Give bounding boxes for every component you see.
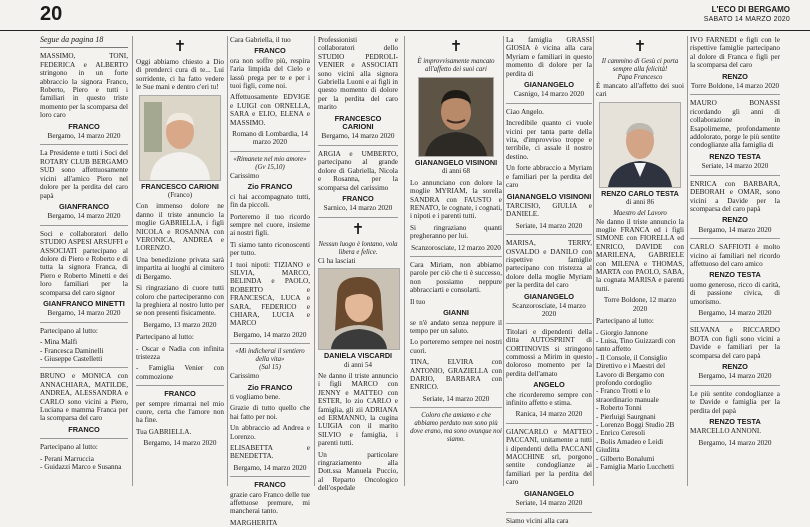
notice-separator (318, 217, 398, 218)
notice-text: MASSIMO, TONI, FEDERICA e ALBERTO stringono in un forte abbraccio la signora Franco, Roberto, Piero e tutti i familiari in questo triste momento per la scomparsa del loro caro (40, 52, 128, 120)
notice-text: Siamo vicini alla cara (506, 516, 569, 525)
list-item: - Giorgio Jannone (596, 328, 648, 337)
deceased-name: RENZO (722, 215, 748, 225)
deceased-name: FRANCO (254, 46, 286, 56)
deceased-name: RENZO TESTA (709, 270, 761, 280)
notice-date: Bergamo, 14 marzo 2020 (47, 309, 121, 318)
quote-text: Il cammino di Gesù ci porta sempre alla felicità! (601, 58, 679, 73)
photo-caption-name: GIANANGELO VISINONI (414, 158, 498, 167)
notice-text: che ricorderemo sempre con infinito affetto e stima. (506, 390, 592, 408)
notice-text: Carissimo (230, 171, 260, 180)
notice-separator (318, 145, 398, 146)
page-number: 20 (40, 3, 63, 25)
notice-separator (690, 238, 780, 239)
notice-text: CARLO SAFFIOTI è molto vicino ai familiari nel ricordo affettuoso del caro amico (690, 243, 780, 268)
photo-caption-sub: di anni 86 (626, 198, 654, 207)
notice-date: Ranica, 14 marzo 2020 (515, 410, 583, 419)
column-2 (136, 36, 224, 486)
portrait-illustration (140, 96, 220, 180)
deceased-name: FRANCO (68, 121, 100, 131)
notice-text: grazie caro Franco delle tue affettuose premure, mi mancherai tanto. (230, 490, 310, 516)
notice-text: ci hai accompagnato tutti, fin da piccoli. (230, 192, 310, 210)
notice-text: Ne danno il triste annuncio la moglie FRANCA ed i figli SIMONE con FIORELLA ed ENRICO, DAVIDE con MARILENA, GABRIELE con MILENA e THOMAS, MARTA con PAOLO, SABA, la cognata MARISA e parenti tutti. (596, 217, 684, 293)
notice-date: Torre Boldone, 12 marzo 2020 (603, 296, 677, 313)
cross-icon: ✝ (351, 221, 365, 238)
photo-caption-name: FRANCESCO CARIONI (141, 181, 219, 191)
notice-text: Ci ha lasciati (318, 256, 356, 265)
notice-text: MARCELLO ANNONI. (690, 427, 762, 436)
notice-date: Romano di Lombardia, 14 marzo 2020 (232, 130, 308, 147)
notice-text: Grazie di tutto quello che hai fatto per noi. (230, 404, 310, 421)
column-divider (593, 36, 594, 486)
notice-text: Porteremo il tuo ricordo sempre nel cuore, insieme ai nostri figli. (230, 212, 310, 238)
portrait-photo (418, 77, 494, 157)
list-item: - Lorenzo Boggi Studio 2B (596, 420, 675, 429)
column-divider (687, 36, 688, 486)
notice-text: È mancato all'affetto dei suoi cari (596, 82, 684, 99)
notice-date: Bergamo, 14 marzo 2020 (233, 330, 307, 339)
notice-text: Un particolare ringraziamento alla Dott.ssa Manuela Puccio, al Reparto Oncologico dell'ospedale (318, 450, 398, 493)
notice-separator (230, 476, 310, 477)
notice-text: Partecipano al lutto: (40, 443, 98, 452)
notice-text: ELISABETTA e BENEDETTA. (230, 444, 310, 461)
deceased-name: GIANFRANCO (58, 201, 110, 211)
notice-separator (506, 512, 592, 513)
deceased-name: Zio FRANCO (247, 182, 293, 192)
notice-date: Bergamo, 14 marzo 2020 (698, 438, 772, 447)
column-5 (410, 36, 502, 486)
portrait-illustration (319, 269, 399, 349)
notice-date: Seriate, 14 marzo 2020 (515, 221, 583, 230)
notice-date: Seriate, 14 marzo 2020 (422, 394, 490, 403)
notice-text: Affettuosamente EDVIGE e LUIGI con ORNELLA, SARA e ELIO, ELENA e MASSIMO. (230, 93, 310, 127)
notice-text: Partecipano al lutto: (596, 317, 654, 326)
cross-icon: ✝ (633, 39, 647, 55)
photo-caption-sub: (Franco) (167, 191, 193, 200)
notice-text: BRUNO e MONICA con ANNACHIARA, MATILDE, ANDREA, ALESSANDRA e CARLO sono vicini a Piero, Luciana e mamma Franca per la scomparsa del caro (40, 372, 128, 423)
notice-date: Bergamo, 14 marzo 2020 (233, 463, 307, 472)
notice-intro: È improvvisamente mancato all'affetto dei suoi cari (417, 58, 495, 73)
deceased-name: FRANCESCO CARIONI (334, 113, 382, 132)
notice-date: Bergamo, 14 marzo 2020 (143, 439, 217, 448)
notice-text: Carissimo (230, 372, 260, 381)
notice-text: Si ringraziano quanti pregheranno per lui. (410, 223, 502, 241)
deceased-name: GIANFRANCO MINETTI (43, 298, 125, 308)
column-divider (503, 36, 504, 486)
list-item: - Roberto Tonni (596, 404, 642, 413)
notice-text: Un abbraccio ad Andrea e Lorenzo. (230, 424, 310, 441)
notice-text: Le più sentite condoglianze a te Davide e famiglia per la perdita del papà (690, 389, 780, 415)
deceased-name: RENZO (722, 71, 748, 81)
deceased-name: GIANANGELO (523, 488, 575, 498)
column-divider (132, 36, 133, 486)
notice-separator (410, 407, 502, 408)
column-8 (690, 36, 780, 486)
list-item: - Giuseppe Castelletti (40, 355, 103, 363)
portrait-photo (599, 102, 681, 188)
notice-text: Cara Gabriella, il tuo (230, 36, 291, 44)
notice-text: MARISA, TERRY, OSVALDO e DANILO con rispettive famiglie partecipano con tristezza al dolore della moglie Myriam per la perdita del caro (506, 239, 592, 290)
notice-date: Sarnico, 14 marzo 2020 (323, 204, 393, 213)
list-item: - Famiglia Mario Lucchetti (596, 463, 675, 471)
photo-caption-sub: di anni 68 (442, 167, 470, 176)
notice-separator (40, 438, 128, 439)
notice-separator (506, 234, 592, 235)
notice-text: TINA, ELVIRA con ANTONIO, GRAZIELLA con DARIO, BARBARA con ENRICO. (410, 358, 502, 392)
deceased-name: GIANNI (443, 308, 469, 318)
quote-reference: (Sal 15) (259, 364, 281, 372)
notice-date: Seriate, 14 marzo 2020 (515, 499, 583, 508)
notice-text: SILVANA e RICCARDO BOTA con figli sono vicini a Davide e familiari per la scomparsa del caro papà (690, 326, 780, 360)
column-divider (314, 36, 315, 486)
notice-separator (136, 385, 224, 386)
notice-date: Torre Boldone, 14 marzo 2020 (690, 82, 780, 91)
list-item: - Francesca Daminelli (40, 346, 104, 355)
deceased-name: GIANANGELO (523, 291, 575, 301)
list-item: - Enrico Ceresoli (596, 429, 646, 438)
notice-text: Oggi abbiamo chiesto a Dio di prenderci cura di te... Lui sorridente, ci ha fatto vedere le Sue mani e dentro c'eri tu! (136, 58, 224, 92)
notice-separator (40, 144, 128, 145)
column-7 (596, 36, 684, 486)
portrait-illustration (419, 78, 493, 156)
column-divider (227, 36, 228, 486)
notice-text: Partecipano al lutto: (40, 326, 98, 335)
notice-text: Incredibile quanto ci vuole vicini per tanta parte della vita, d'improvviso troppe e terribile, ci assale il nostro destino. (506, 119, 592, 161)
deceased-name: ANGELO (533, 380, 565, 390)
column-divider (404, 36, 405, 486)
notice-text: se n'è andato senza neppure il tempo per un saluto. (410, 318, 502, 335)
mourners-list (596, 329, 684, 472)
list-item: - Bolis Amadeo e Leidi Giuditta (596, 437, 664, 455)
notice-text: Ne danno il triste annuncio i figli MARCO con JENNY e MATTEO con ESTER, lo zio CARLO e famiglia, gli zii ADRIANA ed ERMANNO, la cugina LUIGIA con il marito SILVIO e famiglia, i parenti tutti. (318, 371, 398, 448)
portrait-illustration (600, 103, 680, 187)
notice-separator (40, 322, 128, 323)
notice-date: Scanzorosciate, 14 marzo 2020 (512, 301, 586, 319)
notice-separator (506, 423, 592, 424)
notice-text: IVO FARNEDI e figli con le rispettive famiglie partecipano al dolore di Franca e figli per la scomparsa del caro (690, 36, 780, 70)
notice-text: Lo porteremo sempre nei nostri cuori. (410, 338, 502, 355)
column-1 (40, 36, 128, 486)
notice-text: Professionisti e collaboratori dello STUDIO PEDROLI-VENIER e ASSOCIATI sono vicini alla signora Gabriella Luoni e ai figli in questo momento di dolore per la perdita del caro marito (318, 36, 398, 112)
list-item: - Pierluigi Saurgnani (596, 412, 656, 421)
notice-separator (40, 367, 128, 368)
notice-date: Bergamo, 14 marzo 2020 (698, 225, 772, 234)
deceased-name: RENZO TESTA (709, 151, 761, 161)
mourners-list (40, 338, 128, 363)
quote-text: Nessun luogo è lontano, vola libera e felice. (318, 240, 398, 256)
notice-date: Bergamo, 14 marzo 2020 (698, 308, 772, 317)
notice-date: Scanzorosciate, 12 marzo 2020 (411, 243, 501, 252)
deceased-name: FRANCO (68, 424, 100, 434)
deceased-name: Zio FRANCO (247, 382, 293, 392)
portrait-photo (318, 268, 400, 350)
notice-text: GIANCARLO e MATTEO PACCANI, unitamente a tutti i dipendenti della PACCANI MACCHINE srl, porgono sentite condoglianze ai familiari per la perdita del caro (506, 427, 592, 487)
list-item: - Luisa, Tino Guizzardi con tanto affetto (596, 336, 676, 354)
quote-text: «Mi indicherai il sentiero della vita» (235, 348, 305, 364)
notice-separator (690, 321, 780, 322)
notice-text: I tuoi nipoti: TIZIANO e SILVIA, MARCO, BELINDA e PAOLO, ROBERTO e FRANCESCA, LUCA e SARA, FEDERICO e CHIARA, LUCIA e MARCO (230, 260, 310, 328)
photo-caption-sub: di anni 54 (344, 360, 372, 369)
quote-text: Coloro che amiamo e che abbiamo perduto non sono più dove erano, ma sono ovunque noi siamo. (410, 412, 502, 444)
deceased-name: RENZO (722, 362, 748, 371)
masthead (0, 0, 810, 31)
notice-text: Con immenso dolore ne danno il triste annuncio la moglie GABRIELLA, i figli NICOLA e ROSANNA con VERONICA, ANDREA e LORENZO. (136, 202, 224, 253)
notice-date: Bergamo, 14 marzo 2020 (698, 372, 772, 381)
continued-note: Segue da pagina 18 (40, 36, 128, 48)
photo-caption-name: DANIELA VISCARDI (323, 351, 393, 361)
column-3 (230, 36, 310, 527)
issue-date: SABATO 14 MARZO 2020 (703, 16, 790, 23)
notice-text: - Oscar e Nadia con infinita tristezza (136, 344, 224, 361)
notice-text: Un forte abbraccio a Myriam e familiari per la perdita del caro (506, 164, 592, 190)
notice-date: Casnigo, 14 marzo 2020 (513, 90, 585, 99)
cross-icon: ✝ (449, 39, 463, 55)
list-item: - Franco Trotti e lo straordinario manuale (596, 387, 659, 404)
notice-text: Ciao Angelo. (506, 107, 544, 116)
portrait-photo (139, 95, 221, 181)
notice-separator (230, 151, 310, 152)
deceased-name: FRANCO (164, 389, 196, 399)
notice-date: Bergamo, 14 marzo 2020 (47, 212, 121, 221)
quote-reference: (Gv 15,10) (255, 163, 285, 171)
notice-text: Tua GABRIELLA. (136, 427, 192, 436)
newspaper-title (704, 5, 790, 25)
notice-separator (690, 94, 780, 95)
deceased-name: FRANCO (342, 193, 374, 203)
newspaper-name: L'ECO DI BERGAMO (711, 5, 790, 14)
notice-text: La Presidente e tutti i Soci del ROTARY CLUB BERGAMO SUD sono affettuosamente vicini all'amico Piero nel dolore per la perdita del caro papà (40, 149, 128, 200)
notice-text: ARGIA e UMBERTO, partecipano al grande dolore di Gabriella, Nicola e Rosanna, per la scomparsa del carissimo (318, 149, 398, 192)
notice-separator (690, 385, 780, 386)
list-item: - Perani Marruccia (40, 454, 94, 463)
column-6 (506, 36, 592, 525)
notice-text: La famiglia GRASSI GIOSIA è vicina alla cara Myriam e familiari in questo momento di dolore per la perdita di (506, 36, 592, 78)
deceased-name: GIANANGELO (523, 80, 575, 90)
notice-text: - Famiglia Venier con commozione (136, 364, 224, 381)
notice-date: Bergamo, 14 marzo 2020 (47, 132, 121, 141)
notice-text: ENRICA con BARBARA, DEBORAH e OMAR, sono vicini a Davide per la scomparsa del caro papà (690, 179, 780, 213)
notice-text: ora non soffre più, respira l'aria limpida del Cielo e lassù prega per te e per i tuoi figli, come noi. (230, 56, 310, 91)
mourners-list (40, 455, 128, 472)
notice-text: per sempre rimarrai nel mio cuore, certa che l'amore non ha fine. (136, 399, 224, 425)
quote-text: «Rimanete nel mio amore» (233, 155, 307, 163)
notice-separator (506, 103, 592, 104)
notice-date: Bergamo, 14 marzo 2020 (321, 132, 395, 141)
notice-separator (410, 256, 502, 257)
notice-separator (40, 225, 128, 226)
notice-text: Titolari e dipendenti della ditta AUTOSPRINT di CORTINOVIS si stringono commossi a Mirim in questo doloroso momento per la perdita dell'amato (506, 327, 592, 378)
notice-date: Seriate, 14 marzo 2020 (701, 162, 769, 171)
cross-icon: ✝ (173, 39, 187, 55)
notice-text: Partecipano al lutto: (136, 333, 194, 342)
list-item: - Gilberto Bonalumi (596, 454, 655, 463)
deceased-name: FRANCO (254, 480, 286, 490)
deceased-name: GIANANGELO VISINONI (506, 191, 592, 201)
column-4 (318, 36, 398, 493)
photo-caption-title: Maestro del Lavoro (613, 209, 667, 217)
notice-text: MARGHERITA (230, 518, 278, 527)
notice-separator (690, 175, 780, 176)
notice-text: Si ringraziano di cuore tutti coloro che parteciperanno con la preghiera al nostro lutto per se non presenti fisicamente. (136, 284, 224, 318)
notice-text: Il tuo (410, 297, 426, 306)
deceased-name: RENZO TESTA (709, 417, 761, 427)
notice-text: Ti siamo tanto riconoscenti per tutto. (230, 240, 310, 258)
notice-text: Una benedizione privata sarà impartita ai luoghi al cimitero di Bergamo. (136, 255, 224, 281)
notice-text: ti vogliamo bene. (230, 393, 281, 401)
photo-caption-name: RENZO CARLO TESTA (601, 188, 679, 198)
notice-text: MAURO BONASSI ricordando gli anni di collaborazione in Esapolimeme, profondamente addolorato, porge le più sentite condoglianze alla famiglia di (690, 99, 780, 150)
notice-separator (230, 343, 310, 344)
notice-text: TARCISIO, GIULIA e DANIELE. (506, 201, 592, 219)
list-item: - Il Console, il Consiglio Direttivo e i Maestri del Lavoro di Bergamo con profondo cordoglio (596, 353, 668, 387)
notice-text: uomo generoso, ricco di carità, di passione civica, di umorismo. (690, 280, 780, 306)
notice-text: Cara Miriam, non abbiamo parole per ciò che ti è successo, non possiamo neppure abbracciarti e consolarti. (410, 261, 502, 295)
quote-author: Papa Francesco (617, 74, 663, 81)
list-item: - Mina Malfi (40, 338, 78, 347)
list-item: - Guidazzi Marco e Susanna (40, 463, 122, 472)
notice-text: Soci e collaboratori dello STUDIO ASPESI ARSUFFI e ASSOCIATI partecipano al dolore di Piero e Roberto e di tutta la signora Franca, di Piero e Roberto Minetti e dei loro familiari per la scomparsa del caro signor (40, 229, 128, 297)
notice-separator (506, 323, 592, 324)
notice-text: Lo annunciano con dolore la moglie MYRIAM, la sorella SANDRA con FAUSTO e RENATO, le cognate, i cognati, i nipoti e i parenti tutti. (410, 178, 502, 221)
notice-date: Bergamo, 13 marzo 2020 (143, 320, 217, 329)
